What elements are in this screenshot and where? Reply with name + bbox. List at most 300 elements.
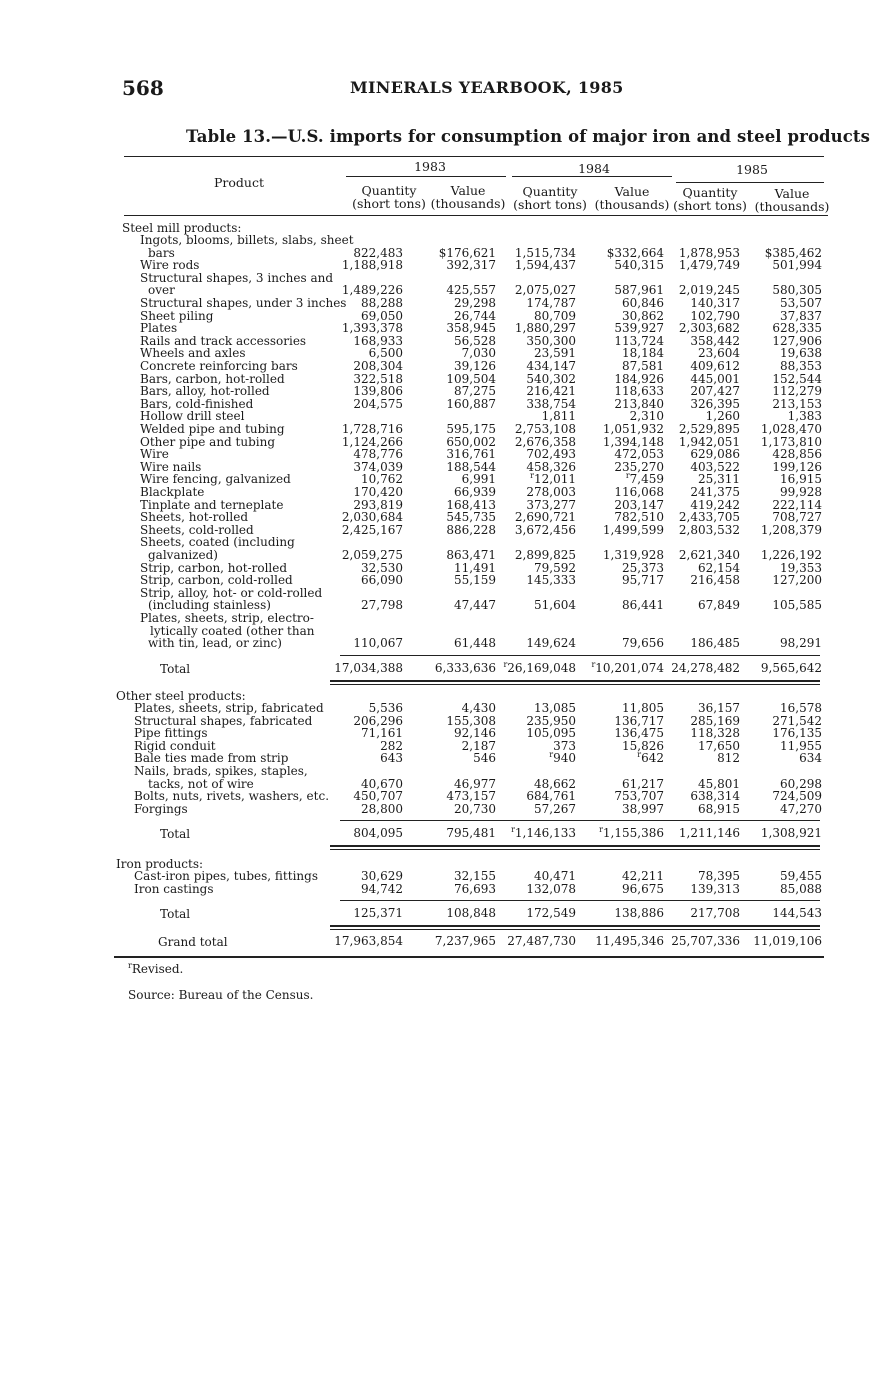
revised-mark: r [591,659,596,669]
subtotal-rule [340,900,820,901]
value-text: 629,086 [690,447,740,462]
row-cell [712,883,822,896]
value-text: 118,328 [690,726,740,741]
table-bottom-rule [114,956,824,958]
value-text: 27,487,730 [507,934,576,948]
value-text: 2,690,721 [514,510,576,525]
value-text: 112,279 [772,384,822,399]
value-text: 61,448 [454,636,496,651]
value-text: 28,800 [361,801,403,816]
page-number: 568 [122,76,164,100]
value-text: 595,175 [446,422,496,436]
section-label: Iron products: [116,857,204,871]
value-text: 26,744 [454,308,496,323]
quantity-column-header-1985 [665,186,755,212]
value-text: 708,727 [772,510,822,525]
value-unit: (thousands) [594,197,670,212]
value-text: 15,826 [622,738,664,753]
value-text: 580,305 [772,283,822,298]
value-text: 85,088 [780,881,822,896]
value-text: 450,707 [353,789,403,804]
value-text: 650,002 [446,434,496,449]
year-rule-1985 [676,182,824,183]
total-double-rule-bottom [330,684,820,685]
value-text: 99,928 [780,485,822,499]
value-text: $332,664 [606,245,664,260]
value-text: 68,915 [698,801,740,816]
value-text: 2,425,167 [341,522,403,537]
row-label-text: Bars, carbon, hot-rolled [140,371,285,386]
grand-total-label: Grand total [158,935,228,949]
value-text: 184,926 [614,371,664,386]
value-text: 458,326 [526,459,576,474]
value-text: 1,208,379 [760,522,822,537]
value-text: 61,217 [622,776,664,791]
value-text: 638,314 [690,789,740,804]
total-label: Total [160,661,191,676]
value-text: 45,801 [698,776,740,791]
value-text: 217,708 [690,906,740,921]
value-text: 540,302 [526,371,576,386]
value-text: 46,977 [454,776,496,791]
value-text: 1,594,437 [514,258,576,273]
value-text: 9,565,642 [760,660,822,675]
value-text: 1,211,146 [678,826,740,841]
value-text: 29,298 [454,296,496,310]
row-label-text: Bars, alloy, hot-rolled [140,384,270,399]
value-text: 795,481 [446,826,496,841]
value-text: 2,899,825 [514,548,576,562]
value-text: 55,159 [454,573,496,588]
revised-mark: r [549,750,554,760]
value-text: 36,157 [698,701,740,715]
value-text: 7,030 [461,346,496,361]
value-text: 108,848 [446,906,496,921]
value-text: 102,790 [690,308,740,323]
row-label-text: Plates [140,321,178,336]
value-text: 293,819 [353,497,403,512]
value-text: $176,621 [438,245,496,260]
value-text: 86,441 [622,598,664,613]
value-text: 1,188,918 [341,258,403,273]
revised-mark: r [625,471,630,481]
row-cell [712,259,822,272]
value-text: 213,153 [772,396,822,411]
value-text: 62,154 [698,560,740,575]
value-text: 39,126 [454,359,496,373]
value-text: 116,068 [614,485,664,499]
source-note: Source: Bureau of the Census. [128,988,314,1002]
total-cell [712,827,822,840]
row-label-text: Structural shapes, 3 inches and [140,270,334,285]
total-cell [712,662,822,675]
value-text: 7,237,965 [434,934,496,948]
value-text: 16,915 [780,472,822,487]
value-text: 1,393,378 [341,321,403,336]
value-text: 79,592 [534,560,576,575]
value-text: 2,187 [461,738,496,753]
value-text: 358,442 [690,333,740,348]
value-text: 403,522 [690,459,740,474]
row-label-text: Other pipe and tubing [140,434,276,449]
revised-mark: r [530,471,534,481]
quantity-label: Quantity [682,185,738,200]
row-label-text: Iron castings [134,881,214,896]
row-label-text: Bars, cold-finished [140,396,254,411]
value-text: 40,670 [361,776,403,791]
value-text: 207,427 [690,384,740,399]
value-text: 702,493 [526,447,576,462]
value-text: 812 [717,751,740,766]
value-text: 168,933 [353,333,403,348]
value-text: 373,277 [526,497,576,512]
value-text: 1,155,386 [602,826,664,841]
value-text: 176,135 [772,726,822,741]
value-text: 174,787 [526,296,576,310]
row-label-text: Forgings [134,801,188,816]
value-text: 144,543 [772,906,822,921]
value-text: 2,621,340 [678,548,740,562]
value-text: 11,491 [454,560,496,575]
value-text: 2,030,684 [341,510,403,525]
value-text: 3,672,456 [514,522,576,537]
value-text: 628,335 [772,321,822,336]
total-double-rule-bottom [330,929,820,930]
value-text: 57,267 [534,801,576,816]
revised-note-text: Revised. [131,962,184,976]
row-label-text: Cast-iron pipes, tubes, fittings [134,869,318,883]
value-text: 1,878,953 [678,245,740,260]
value-text: 145,333 [526,573,576,588]
row-label-text: tacks, not of wire [148,776,254,791]
row-label-text: Structural shapes, under 3 inches [140,296,347,310]
revised-mark: r [637,750,642,760]
year-rule-1983 [346,176,506,177]
row-label-text: bars [148,245,175,260]
value-text: 88,353 [780,359,822,373]
value-text: 204,575 [353,396,403,411]
value-text: 724,509 [772,789,822,804]
row-cell [712,599,822,612]
value-text: 11,495,346 [595,934,664,948]
value-text: 125,371 [353,906,403,921]
value-text: 1,173,810 [760,434,822,449]
value-text: 155,308 [446,713,496,728]
value-text: 139,313 [690,881,740,896]
product-column-header: Product [214,175,264,190]
row-label-text: galvanized) [148,548,218,562]
value-text: 127,906 [772,333,822,348]
value-text: 10,201,074 [595,660,664,675]
row-label-text: Blackplate [140,485,205,499]
value-text: 105,095 [526,726,576,741]
year-rule-1984 [512,176,672,177]
value-text: 30,629 [361,869,403,883]
section-label: Steel mill products: [122,221,242,235]
value-text: 67,849 [698,598,740,613]
value-text: 282 [380,738,403,753]
value-text: 23,604 [698,346,740,361]
value-column-header-1985 [747,187,837,213]
value-text: 56,528 [454,333,496,348]
value-text: 2,310 [629,409,664,424]
value-text: 109,504 [446,371,496,386]
value-text: 1,880,297 [514,321,576,336]
value-text: 373 [553,738,576,753]
row-label-text: with tin, lead, or zinc) [148,636,282,651]
value-text: 222,114 [772,497,822,512]
row-label-text: Rails and track accessories [140,333,307,348]
value-text: 78,395 [698,869,740,883]
row-label-text: Wheels and axles [140,346,246,361]
quantity-label: Quantity [361,183,417,198]
value-text: 96,675 [622,881,664,896]
value-text: 47,270 [780,801,822,816]
value-text: 419,242 [690,497,740,512]
value-text: 199,126 [772,459,822,474]
value-text: 32,530 [361,560,403,575]
table-title: Table 13.—U.S. imports for consumption of major iron and steel products [186,127,871,146]
value-column-header-1984 [587,185,677,211]
row-label-text: Rigid conduit [134,738,216,753]
value-text: 32,155 [454,869,496,883]
value-label: Value [614,184,650,199]
value-text: 409,612 [690,359,740,373]
row-label-text: Plates, sheets, strip, electro- [140,611,314,625]
value-text: 6,333,636 [434,660,496,675]
subtotal-rule [340,820,820,821]
value-text: 188,544 [446,459,496,474]
quantity-label: Quantity [522,184,578,199]
value-text: 11,805 [622,701,664,715]
value-text: 13,085 [534,701,576,715]
row-label-text: (including stainless) [148,598,271,613]
value-text: 23,591 [534,346,576,361]
total-label: Total [160,827,191,842]
value-text: 186,485 [690,636,740,651]
value-text: 338,754 [526,396,576,411]
value-text: 434,147 [526,359,576,373]
value-text: 87,581 [622,359,664,373]
row-cell [712,524,822,537]
value-text: 940 [553,751,576,766]
value-text: 118,633 [614,384,664,399]
row-label-text: lytically coated (other than [150,623,315,638]
row-label-text: Concrete reinforcing bars [140,359,298,373]
value-text: 80,709 [534,308,576,323]
value-text: 2,803,532 [678,522,740,537]
value-text: 1,383 [787,409,822,424]
value-text: 2,753,108 [514,422,576,436]
value-text: 235,270 [614,459,664,474]
value-text: 6,500 [368,346,403,361]
value-text: 278,003 [526,485,576,499]
value-text: 203,147 [614,497,664,512]
value-text: 66,090 [361,573,403,588]
value-text: 105,585 [772,598,822,613]
value-unit: (thousands) [754,199,830,214]
value-text: 16,578 [780,701,822,715]
value-text: 213,840 [614,396,664,411]
value-text: 478,776 [353,447,403,462]
value-text: 132,078 [526,881,576,896]
header-bottom-rule [124,215,828,216]
value-text: 2,433,705 [678,510,740,525]
quantity-unit: (short tons) [352,196,426,211]
row-label-text: Strip, carbon, cold-rolled [140,573,293,588]
value-text: 1,260 [705,409,740,424]
value-text: 1,489,226 [341,283,403,298]
value-text: 17,963,854 [334,934,403,948]
value-text: 587,961 [614,283,664,298]
value-text: 5,536 [368,701,403,715]
value-text: 208,304 [353,359,403,373]
revised-mark: r [599,825,603,835]
value-text: 804,095 [353,826,403,841]
value-text: 1,811 [541,409,576,424]
section-label: Other steel products: [116,689,246,703]
value-text: 47,447 [454,598,496,613]
row-label-text: Bale ties made from strip [134,751,289,766]
quantity-unit: (short tons) [673,198,747,213]
value-text: 2,529,895 [678,422,740,436]
value-text: 66,939 [454,485,496,499]
value-text: 285,169 [690,713,740,728]
value-text: 539,927 [614,321,664,336]
value-text: 1,308,921 [760,826,822,841]
value-text: 18,184 [622,346,664,361]
value-text: 1,499,599 [602,522,664,537]
revised-mark: r [503,659,508,669]
running-head: MINERALS YEARBOOK, 1985 [350,78,624,97]
value-text: 138,886 [614,906,664,921]
value-text: 2,059,275 [341,548,403,562]
row-label-text: Wire nails [140,459,202,474]
value-text: 1,728,716 [341,422,403,436]
value-text: 501,994 [772,258,822,273]
value-text: 26,169,048 [507,660,576,675]
value-text: 350,300 [526,333,576,348]
value-text: 92,146 [454,726,496,741]
value-text: 160,887 [446,396,496,411]
value-text: 863,471 [446,548,496,562]
total-label: Total [160,907,191,922]
value-text: 1,226,192 [760,548,822,562]
total-double-rule-bottom [330,849,820,850]
value-text: 19,638 [780,346,822,361]
value-text: 326,395 [690,396,740,411]
total-double-rule-top [330,925,820,927]
value-text: 30,862 [622,308,664,323]
row-label-text: over [148,283,175,298]
value-text: 1,394,148 [602,434,664,449]
value-text: 139,806 [353,384,403,399]
row-cell [712,637,822,650]
total-double-rule-top [330,680,820,682]
row-cell [712,574,822,587]
value-text: 634 [799,751,822,766]
value-text: 38,997 [622,801,664,816]
value-text: 643 [380,751,403,766]
value-text: 79,656 [622,636,664,651]
value-text: 753,707 [614,789,664,804]
value-text: 53,507 [780,296,822,310]
value-text: 127,200 [772,573,822,588]
value-text: 60,298 [780,776,822,791]
value-text: 782,510 [614,510,664,525]
value-text: 170,420 [353,485,403,499]
value-text: 235,950 [526,713,576,728]
value-text: 59,455 [780,869,822,883]
row-label-text: Pipe fittings [134,726,208,741]
value-text: 136,717 [614,713,664,728]
value-text: 37,837 [780,308,822,323]
value-text: 98,291 [780,636,822,651]
value-text: 152,544 [772,371,822,386]
value-text: 172,549 [526,906,576,921]
value-text: 25,707,336 [671,934,740,948]
value-text: 95,717 [622,573,664,588]
value-text: 17,034,388 [334,660,403,675]
row-label-text: Wire fencing, galvanized [140,472,291,487]
value-text: 472,053 [614,447,664,462]
value-text: 1,319,928 [602,548,664,562]
value-text: 24,278,482 [671,660,740,675]
value-text: 642 [641,751,664,766]
value-text: 168,413 [446,497,496,512]
quantity-column-header-1984 [505,185,595,211]
value-text: 48,662 [534,776,576,791]
subtotal-rule [340,655,820,656]
value-text: 1,515,734 [514,245,576,260]
value-text: 271,542 [772,713,822,728]
value-text: 17,650 [698,738,740,753]
value-text: 149,624 [526,636,576,651]
row-label-text: Sheets, cold-rolled [140,522,254,537]
row-label-text: Tinplate and terneplate [140,497,284,512]
value-text: 87,275 [454,384,496,399]
row-label-text: Sheet piling [140,308,214,323]
value-text: 76,693 [454,881,496,896]
value-text: 428,856 [772,447,822,462]
year-header-1983: 1983 [414,159,446,174]
value-text: 51,604 [534,598,576,613]
value-column-header-1983 [423,184,513,210]
value-text: 110,067 [353,636,403,651]
row-label-text: Sheets, coated (including [140,535,295,550]
row-label-text: Welded pipe and tubing [140,422,285,436]
row-label-text: Plates, sheets, strip, fabricated [134,701,324,715]
value-label: Value [450,183,486,198]
value-text: 545,735 [446,510,496,525]
row-label-text: Strip, carbon, hot-rolled [140,560,288,575]
value-text: 425,557 [446,283,496,298]
value-text: 1,051,932 [602,422,664,436]
value-text: 316,761 [446,447,496,462]
total-cell [712,907,822,920]
row-label-text: Wire rods [140,258,200,273]
value-text: 88,288 [361,296,403,310]
value-text: 40,471 [534,869,576,883]
value-text: 4,430 [461,701,496,715]
row-cell [712,752,822,765]
value-text: 11,019,106 [753,934,822,948]
row-label-text: Wire [140,447,169,462]
value-text: 60,846 [622,296,664,310]
row-cell [712,803,822,816]
value-text: 1,124,266 [341,434,403,449]
value-text: 20,730 [454,801,496,816]
